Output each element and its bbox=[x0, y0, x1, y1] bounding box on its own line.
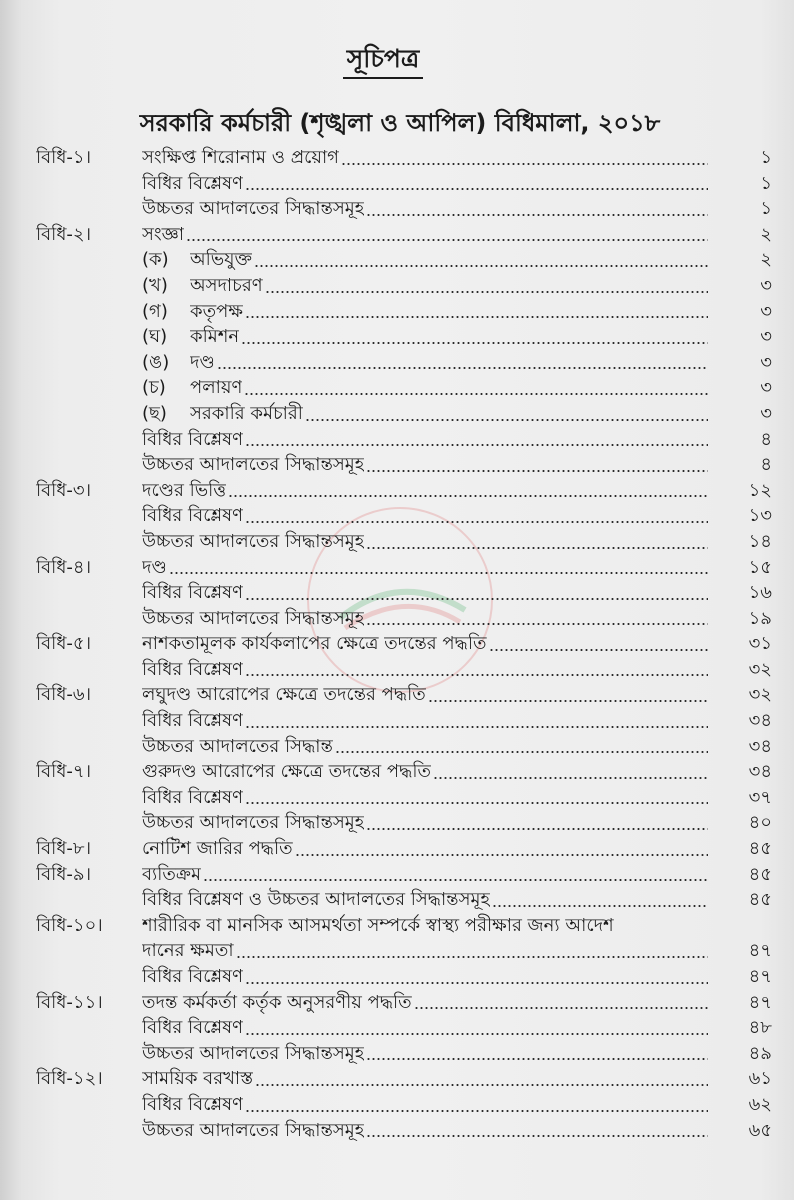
page-number: ৩ bbox=[760, 274, 772, 296]
dot-leader bbox=[245, 964, 708, 990]
dot-leader bbox=[217, 350, 708, 376]
dot-leader bbox=[492, 887, 708, 913]
page-number: ৪৭ bbox=[748, 966, 772, 987]
page-number: ১৩ bbox=[748, 505, 772, 527]
dot-leader bbox=[169, 555, 708, 581]
page-number: ১৯ bbox=[748, 607, 772, 629]
rule-label: বিধি-১২। bbox=[36, 1068, 103, 1090]
page-number: ৪৮ bbox=[748, 1017, 772, 1039]
entry-title: নাশকতামূলক কার্যকলাপের ক্ষেত্রে তদন্তের পদ্ধতি bbox=[142, 633, 487, 655]
entry-title: বিধির বিশ্লেষণ bbox=[142, 1017, 243, 1039]
page-number: ৩ bbox=[760, 326, 772, 348]
page-number: ৩ bbox=[760, 402, 772, 424]
dot-leader bbox=[366, 1118, 708, 1144]
clause-marker: (গ) bbox=[142, 300, 168, 322]
rule-label: বিধি-১। bbox=[36, 147, 92, 168]
page-number: ৩৭ bbox=[748, 786, 772, 808]
dot-leader bbox=[341, 145, 708, 171]
toc-entry bbox=[0, 247, 794, 273]
entry-title: বিধির বিশ্লেষণ bbox=[142, 786, 243, 808]
toc-entry bbox=[0, 196, 794, 222]
entry-title: শারীরিক বা মানসিক আসমর্থতা সম্পর্কে স্বাস্থ্য পরীক্ষার জন্য আদেশ bbox=[142, 914, 614, 936]
entry-title: দণ্ডের ভিত্তি bbox=[142, 479, 227, 501]
dot-leader bbox=[295, 836, 708, 862]
entry-title: উচ্চতর আদালতের সিদ্ধান্তসমূহ bbox=[142, 1042, 365, 1064]
dot-leader bbox=[366, 606, 708, 632]
toc-entry bbox=[0, 1066, 794, 1092]
entry-title: বিধির বিশ্লেষণ bbox=[142, 428, 243, 450]
toc-entry bbox=[0, 1118, 794, 1144]
toc-entry bbox=[0, 478, 794, 504]
entry-title: দণ্ড bbox=[142, 556, 167, 578]
entry-title: উচ্চতর আদালতের সিদ্ধান্ত bbox=[142, 735, 333, 757]
entry-title: সরকারি কর্মচারী bbox=[190, 402, 303, 424]
toc-entry bbox=[0, 862, 794, 888]
entry-title: লঘুদণ্ড আরোপের ক্ষেত্রে তদন্তের পদ্ধতি bbox=[142, 684, 426, 706]
clause-marker: (ক) bbox=[142, 249, 169, 271]
dot-leader bbox=[245, 1015, 708, 1041]
dot-leader bbox=[228, 478, 708, 504]
clause-marker: (ঘ) bbox=[142, 326, 168, 348]
dot-leader bbox=[245, 171, 708, 197]
toc-entry bbox=[0, 222, 794, 248]
dot-leader bbox=[245, 580, 708, 606]
entry-title: গুরুদণ্ড আরোপের ক্ষেত্রে তদন্তের পদ্ধতি bbox=[142, 761, 432, 783]
page-number: ৬১ bbox=[748, 1068, 772, 1090]
entry-title: বিধির বিশ্লেষণ bbox=[142, 582, 243, 604]
entry-title: সংজ্ঞা bbox=[142, 223, 185, 245]
toc-entry-continuation bbox=[0, 938, 794, 964]
page-number: ৬৫ bbox=[748, 1119, 772, 1141]
dot-leader bbox=[366, 452, 708, 478]
clause-marker: (চ) bbox=[142, 377, 166, 399]
dot-leader bbox=[489, 631, 709, 657]
page-number: ৩১ bbox=[748, 633, 772, 655]
page-number: ১৪ bbox=[748, 530, 772, 552]
toc-entry bbox=[0, 887, 794, 913]
toc-entry bbox=[0, 427, 794, 453]
page-number: ১ bbox=[760, 147, 772, 168]
entry-title: উচ্চতর আদালতের সিদ্ধান্তসমূহ bbox=[142, 198, 365, 220]
entry-title: বিধির বিশ্লেষণ bbox=[142, 658, 243, 680]
rule-label: বিধি-৬। bbox=[36, 684, 92, 706]
entry-title: উচ্চতর আদালতের সিদ্ধান্তসমূহ bbox=[142, 607, 365, 629]
rule-label: বিধি-১০। bbox=[36, 914, 103, 936]
entry-title: বিধির বিশ্লেষণ bbox=[142, 1093, 243, 1115]
toc-entry bbox=[0, 350, 794, 376]
toc-entry bbox=[0, 1092, 794, 1118]
entry-title: দণ্ড bbox=[190, 351, 215, 373]
entry-title: পলায়ণ bbox=[190, 377, 243, 399]
dot-leader bbox=[366, 196, 708, 222]
dot-leader bbox=[245, 785, 708, 811]
dot-leader bbox=[433, 759, 708, 785]
dot-leader bbox=[244, 375, 708, 401]
rule-label: বিধি-৩। bbox=[36, 479, 92, 501]
page-number: ৪৫ bbox=[748, 838, 772, 860]
clause-marker: (ছ) bbox=[142, 402, 167, 424]
toc-entry bbox=[0, 990, 794, 1016]
page-title-wrap bbox=[0, 42, 766, 79]
page-number: ৪৫ bbox=[748, 889, 772, 911]
page-number: ৩৪ bbox=[748, 710, 772, 732]
toc-entry bbox=[0, 171, 794, 197]
page-number: ১৫ bbox=[748, 556, 772, 578]
page-number: ৩৪ bbox=[748, 761, 772, 783]
toc-entry bbox=[0, 964, 794, 990]
toc-entry bbox=[0, 1015, 794, 1041]
dot-leader bbox=[245, 708, 708, 734]
toc-entry bbox=[0, 759, 794, 785]
toc-entry bbox=[0, 1041, 794, 1067]
entry-title: নোটিশ জারির পদ্ধতি bbox=[142, 838, 293, 860]
rule-label: বিধি-৪। bbox=[36, 556, 92, 578]
entry-title: সাময়িক বরখাস্ত bbox=[142, 1068, 254, 1090]
entry-title: বিধির বিশ্লেষণ ও উচ্চতর আদালতের সিদ্ধান্তসমূহ bbox=[142, 889, 490, 911]
page-number: ১ bbox=[760, 198, 772, 220]
dot-leader bbox=[254, 247, 708, 273]
page-number: ৪০ bbox=[748, 812, 772, 834]
toc-entry bbox=[0, 555, 794, 581]
dot-leader bbox=[255, 1066, 708, 1092]
toc-entry bbox=[0, 606, 794, 632]
page-number: ৪ bbox=[760, 454, 772, 476]
toc-entry bbox=[0, 913, 794, 939]
page-number: ৪৯ bbox=[748, 1042, 772, 1064]
dot-leader bbox=[245, 503, 708, 529]
toc-entry bbox=[0, 452, 794, 478]
entry-title: বিধির বিশ্লেষণ bbox=[142, 966, 243, 987]
entry-title: উচ্চতর আদালতের সিদ্ধান্তসমূহ bbox=[142, 812, 365, 834]
entry-title: ব্যতিক্রম bbox=[142, 863, 201, 885]
page-number: ৩ bbox=[760, 351, 772, 373]
toc-entry bbox=[0, 810, 794, 836]
dot-leader bbox=[366, 810, 708, 836]
dot-leader bbox=[241, 324, 708, 350]
page-title: সূচিপত্র bbox=[343, 42, 424, 79]
rule-label: বিধি-৫। bbox=[36, 633, 92, 655]
entry-title: অসদাচরণ bbox=[190, 274, 263, 296]
rule-label: বিধি-৭। bbox=[36, 761, 92, 783]
page-number: ১৬ bbox=[748, 582, 772, 604]
entry-title: কতৃপক্ষ bbox=[190, 300, 243, 322]
toc-entry bbox=[0, 273, 794, 299]
toc-entry bbox=[0, 375, 794, 401]
dot-leader bbox=[245, 427, 708, 453]
rule-label: বিধি-২। bbox=[36, 223, 92, 245]
entry-title: বিধির বিশ্লেষণ bbox=[142, 505, 243, 527]
dot-leader bbox=[366, 529, 708, 555]
toc-entry bbox=[0, 657, 794, 683]
dot-leader bbox=[305, 401, 708, 427]
dot-leader bbox=[335, 734, 708, 760]
toc-entry bbox=[0, 503, 794, 529]
page-number: ৩২ bbox=[748, 684, 772, 706]
rule-label: বিধি-৯। bbox=[36, 863, 92, 885]
toc-entry bbox=[0, 836, 794, 862]
dot-leader bbox=[203, 862, 708, 888]
dot-leader bbox=[366, 1041, 708, 1067]
toc-entry bbox=[0, 401, 794, 427]
entry-title: উচ্চতর আদালতের সিদ্ধান্তসমূহ bbox=[142, 530, 365, 552]
toc-entry bbox=[0, 529, 794, 555]
dot-leader bbox=[428, 682, 708, 708]
dot-leader bbox=[265, 273, 708, 299]
entry-title: উচ্চতর আদালতের সিদ্ধান্তসমূহ bbox=[142, 1119, 365, 1141]
entry-title: কমিশন bbox=[190, 326, 240, 348]
entry-title: সংক্ষিপ্ত শিরোনাম ও প্রয়োগ bbox=[142, 147, 339, 168]
document-subtitle: সরকারি কর্মচারী (শৃঙ্খলা ও আপিল) বিধিমালা, ২০১৮ bbox=[139, 109, 661, 137]
page-number: ৬২ bbox=[748, 1093, 772, 1115]
entry-title: অভিযুক্ত bbox=[190, 249, 253, 271]
dot-leader bbox=[236, 938, 708, 964]
toc-entry bbox=[0, 580, 794, 606]
dot-leader bbox=[414, 990, 708, 1016]
dot-leader bbox=[245, 657, 708, 683]
toc-entry bbox=[0, 708, 794, 734]
toc-entry bbox=[0, 324, 794, 350]
toc-entry bbox=[0, 299, 794, 325]
page-number: ৪৭ bbox=[748, 991, 772, 1013]
toc-entry bbox=[0, 682, 794, 708]
toc-entry bbox=[0, 785, 794, 811]
entry-title-continuation: দানের ক্ষমতা bbox=[142, 940, 234, 962]
rule-label: বিধি-৮। bbox=[36, 838, 92, 860]
page-number: ৩ bbox=[760, 300, 772, 322]
clause-marker: (ঙ) bbox=[142, 351, 170, 373]
toc-entry bbox=[0, 631, 794, 657]
page-number: ৩২ bbox=[748, 658, 772, 680]
page-number: ১২ bbox=[748, 479, 772, 501]
dot-leader bbox=[245, 299, 708, 325]
dot-leader bbox=[186, 222, 708, 248]
page-number: ৩ bbox=[760, 377, 772, 399]
page-number: ২ bbox=[760, 249, 772, 271]
page-number: ২ bbox=[760, 223, 772, 245]
page-number: ৪ bbox=[760, 428, 772, 450]
page-number: ৪৭ bbox=[748, 940, 772, 962]
rule-label: বিধি-১১। bbox=[36, 991, 103, 1013]
toc-entry bbox=[0, 145, 794, 171]
entry-title: উচ্চতর আদালতের সিদ্ধান্তসমূহ bbox=[142, 454, 365, 476]
entry-title: বিধির বিশ্লেষণ bbox=[142, 172, 243, 194]
page-number: ৩৪ bbox=[748, 735, 772, 757]
entry-title: তদন্ত কর্মকর্তা কর্তৃক অনুসরণীয় পদ্ধতি bbox=[142, 991, 412, 1013]
toc-entry bbox=[0, 734, 794, 760]
clause-marker: (খ) bbox=[142, 274, 168, 296]
entry-title: বিধির বিশ্লেষণ bbox=[142, 710, 243, 732]
page-number: ৪৫ bbox=[748, 863, 772, 885]
table-of-contents bbox=[0, 145, 794, 1143]
dot-leader bbox=[245, 1092, 708, 1118]
page-number: ১ bbox=[760, 172, 772, 194]
